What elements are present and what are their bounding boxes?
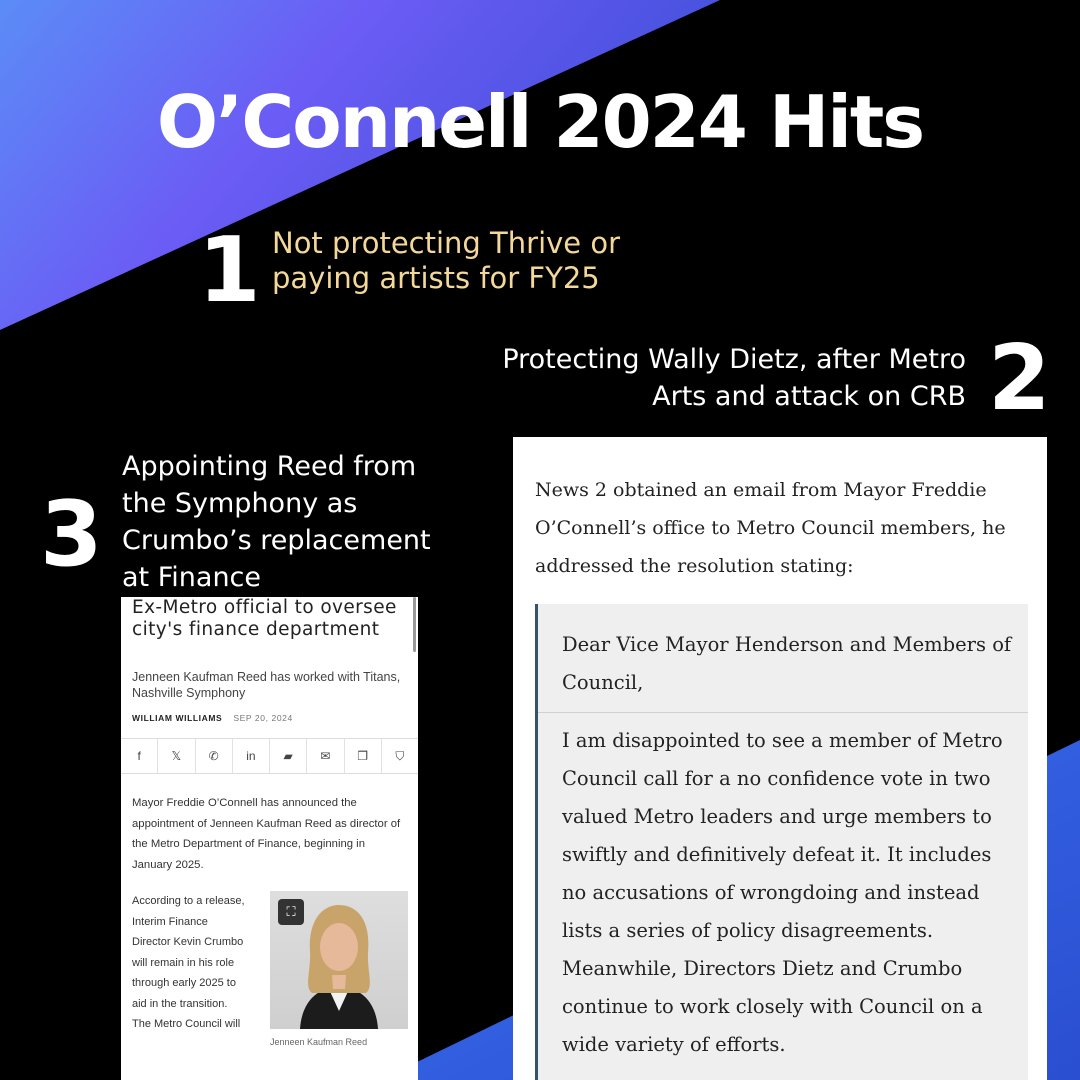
copy-icon[interactable]: ❐ (345, 739, 382, 773)
point-text-1: Not protecting Thrive or paying artists for FY25 (272, 226, 621, 296)
blockquote (535, 604, 1028, 1080)
quote-divider (538, 712, 1028, 713)
email-icon[interactable]: ✉ (307, 739, 344, 773)
facebook-icon[interactable]: f (121, 739, 158, 773)
article-paragraph-2: According to a release, Interim Finance Director Kevin Crumbo will remain in his role through early 2025 to aid in the transition. The Metro Council will (132, 895, 245, 1030)
article-date: SEP 20, 2024 (233, 713, 293, 723)
linkedin-icon[interactable]: in (233, 739, 270, 773)
whatsapp-icon[interactable]: ✆ (196, 739, 233, 773)
article-subtitle: Jenneen Kaufman Reed has worked with Titans, Nashville Symphony (132, 670, 401, 700)
page-title: O’Connell 2024 Hits (156, 80, 924, 164)
quote-salutation: Dear Vice Mayor Henderson and Members of Council, (562, 633, 1012, 694)
point-text-3: Appointing Reed from the Symphony as Crumbo’s replacement at Finance (122, 451, 431, 593)
point-number-3: 3 (40, 482, 103, 587)
article-title[interactable]: Ex-Metro official to oversee city's finance department (132, 597, 397, 640)
portrait-photo[interactable] (270, 891, 408, 1029)
point-number-2: 2 (988, 326, 1051, 431)
article-paragraph-1: Mayor Freddie O’Connell has announced the appointment of Jenneen Kaufman Reed as director of the Metro Department of Finance, beginning in January 2025. (132, 797, 401, 871)
statement-panel (513, 437, 1047, 1080)
comment-icon[interactable]: ▰ (270, 739, 307, 773)
quote-body: I am disappointed to see a member of Metro Council call for a no confidence vote in two valued Metro leaders and urge members to swiftly and definitively defeat it. It includes no accusations of wrongdoing and instead lists a series of policy disagreements. Meanwhile, Directors Dietz and Crumbo continue to work closely with Council on a wide variety of efforts. (562, 729, 1003, 1056)
x-icon[interactable]: 𝕏 (158, 739, 195, 773)
share-bar (121, 738, 418, 774)
photo-caption: Jenneen Kaufman Reed (270, 1037, 368, 1047)
scrollbar[interactable] (413, 597, 416, 652)
bookmark-icon[interactable]: ⛉ (395, 748, 405, 763)
article-author[interactable]: WILLIAM WILLIAMS (132, 713, 223, 723)
byline (132, 713, 293, 723)
point-text-2: Protecting Wally Dietz, after Metro Arts and attack on CRB (502, 344, 966, 412)
statement-intro: News 2 obtained an email from Mayor Freddie O’Connell’s office to Metro Council members, he addressed the resolution stating: (535, 479, 1006, 577)
expand-icon[interactable]: ⛶ (278, 899, 304, 925)
article-card (121, 597, 418, 1080)
point-number-1: 1 (198, 218, 261, 323)
